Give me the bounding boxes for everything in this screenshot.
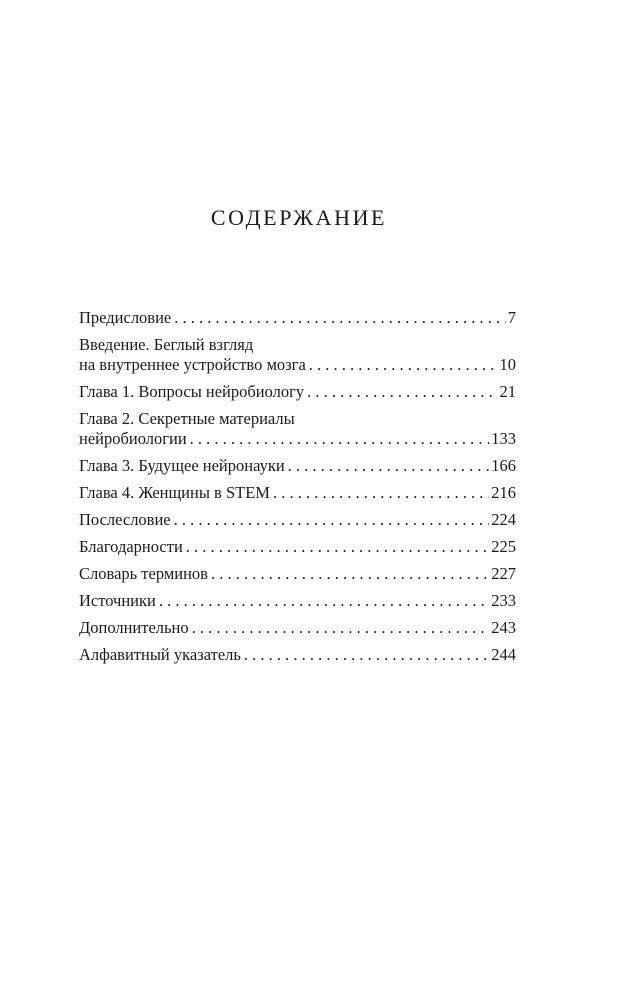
dot-leader (241, 645, 489, 665)
dot-leader (306, 355, 498, 375)
toc-title: СОДЕРЖАНИЕ (210, 205, 388, 230)
toc-entry-introduction (79, 335, 516, 375)
toc-page-number: 244 (491, 645, 516, 664)
toc-entry-label: нейробиологии (79, 429, 187, 448)
toc-entry-chapter-3 (79, 456, 516, 476)
toc-entry-label: на внутреннее устройство мозга (79, 355, 306, 374)
toc-entry-index (79, 645, 516, 665)
dot-leader (171, 308, 506, 328)
toc-entry-label-line1: Глава 2. Секретные материалы (79, 409, 295, 428)
dot-leader (189, 618, 490, 638)
dot-leader (285, 456, 490, 476)
toc-page-number: 216 (491, 483, 516, 502)
toc-page-number: 243 (491, 618, 516, 637)
toc-entry-label-line1: Введение. Беглый взгляд (79, 335, 254, 354)
toc-entry-label: Алфавитный указатель (79, 645, 241, 664)
toc-page-number: 133 (491, 429, 516, 448)
dot-leader (270, 483, 489, 503)
toc-entry-chapter-1 (79, 382, 516, 402)
toc-entry-chapter-4 (79, 483, 516, 503)
toc-entry-label: Предисловие (79, 308, 172, 327)
toc-page-number: 10 (499, 355, 516, 374)
toc-entry-sources (79, 591, 516, 611)
dot-leader (304, 382, 497, 402)
toc-entry-label: Глава 1. Вопросы нейробиологу (79, 382, 305, 401)
toc-entry-label: Источники (79, 591, 156, 610)
toc-entry-label: Глава 3. Будущее нейронауки (79, 456, 285, 475)
toc-entry-label: Словарь терминов (79, 564, 208, 583)
toc-entry-acknowledgements (79, 537, 516, 557)
dot-leader (208, 564, 489, 584)
dot-leader (156, 591, 489, 611)
toc-entry-label: Дополнительно (79, 618, 189, 637)
toc-page-number: 7 (507, 308, 516, 327)
dot-leader (171, 510, 490, 530)
toc-page-number: 224 (491, 510, 516, 529)
toc-entry-additional (79, 618, 516, 638)
toc-entry-afterword (79, 510, 516, 530)
dot-leader (183, 537, 489, 557)
toc-page-number: 227 (491, 564, 516, 583)
toc-entry-chapter-2 (79, 409, 516, 449)
toc-entry-glossary (79, 564, 516, 584)
toc-page-number: 166 (491, 456, 516, 475)
toc-page-number: 233 (491, 591, 516, 610)
toc-page-number: 21 (499, 382, 516, 401)
toc-entry-preface (79, 308, 516, 328)
toc-entry-label: Благодарности (79, 537, 183, 556)
table-of-contents (79, 308, 516, 672)
toc-entry-label: Глава 4. Женщины в STEM (79, 483, 270, 502)
dot-leader (187, 429, 490, 449)
toc-entry-label: Послесловие (79, 510, 171, 529)
toc-page-number: 225 (491, 537, 516, 556)
